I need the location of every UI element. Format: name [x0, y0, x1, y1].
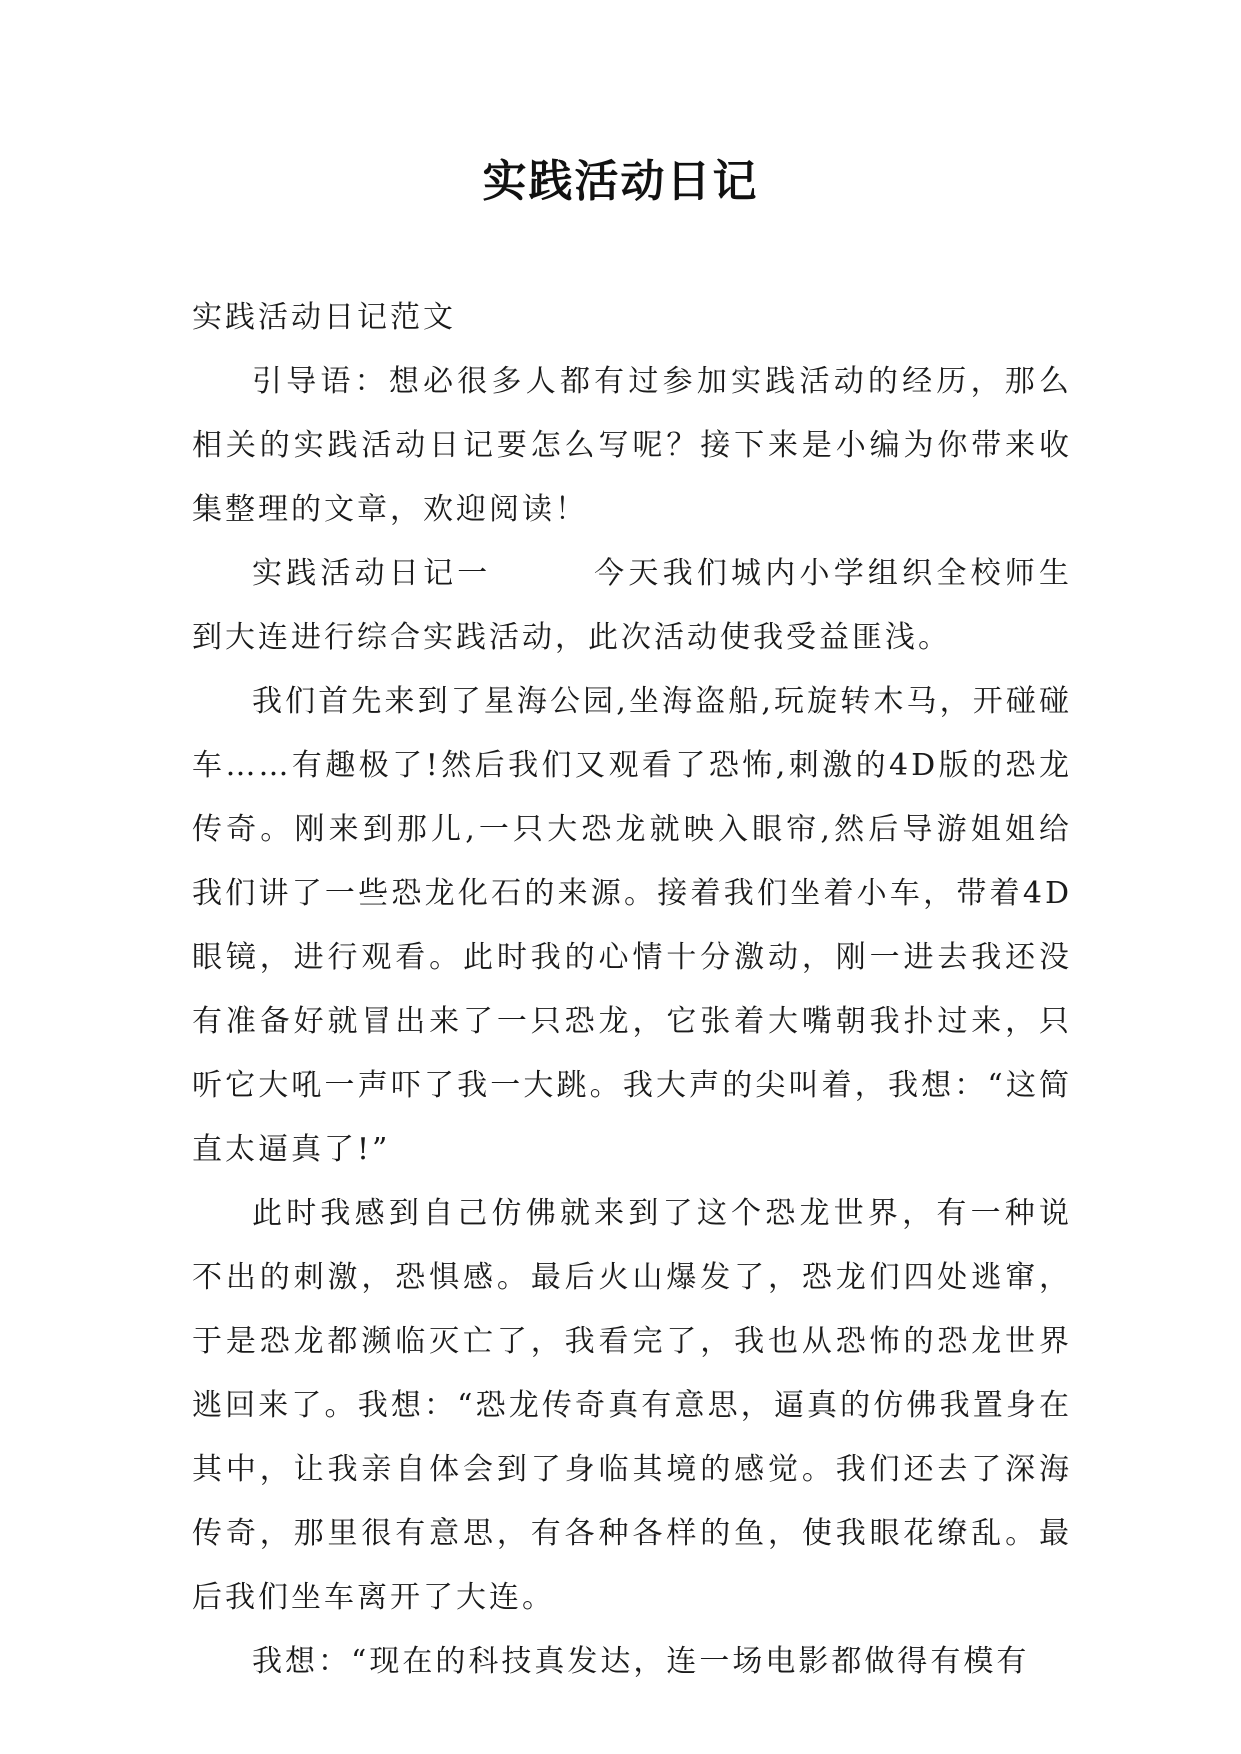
document-body	[192, 286, 1072, 1694]
document-paragraph: 实践活动日记范文	[192, 300, 456, 335]
document-paragraph: 我想：“现在的科技真发达，连一场电影都做得有模有	[252, 1644, 1030, 1679]
document-title: 实践活动日记	[482, 156, 759, 207]
document-paragraph: 我们首先来到了星海公园,坐海盗船,玩旋转木马，开碰碰车……有趣极了!然后我们又观看了恐怖,刺激的4D版的恐龙传奇。刚来到那儿,一只大恐龙就映入眼帘,然后导游姐姐给我们讲了一些恐龙化石的来源。接着我们坐着小车，带着4D眼镜，进行观看。此时我的心情十分激动，刚一进去我还没有准备好就冒出来了一只恐龙，它张着大嘴朝我扑过来，只听它大吼一声吓了我一大跳。我大声的尖叫着，我想：“这简直太逼真了!”	[192, 684, 1072, 1167]
document-paragraph: 此时我感到自己仿佛就来到了这个恐龙世界，有一种说不出的刺激，恐惧感。最后火山爆发了，恐龙们四处逃窜，于是恐龙都濒临灭亡了，我看完了，我也从恐怖的恐龙世界逃回来了。我想：“恐龙传奇真有意思，逼真的仿佛我置身在其中，让我亲自体会到了身临其境的感觉。我们还去了深海传奇，那里很有意思，有各种各样的鱼，使我眼花缭乱。最后我们坐车离开了大连。	[192, 1196, 1072, 1615]
document-paragraph: 实践活动日记一 今天我们城内小学组织全校师生到大连进行综合实践活动，此次活动使我受益匪浅。	[192, 556, 1072, 655]
document-paragraph: 引导语：想必很多人都有过参加实践活动的经历，那么相关的实践活动日记要怎么写呢？接下来是小编为你带来收集整理的文章，欢迎阅读！	[192, 364, 1072, 527]
